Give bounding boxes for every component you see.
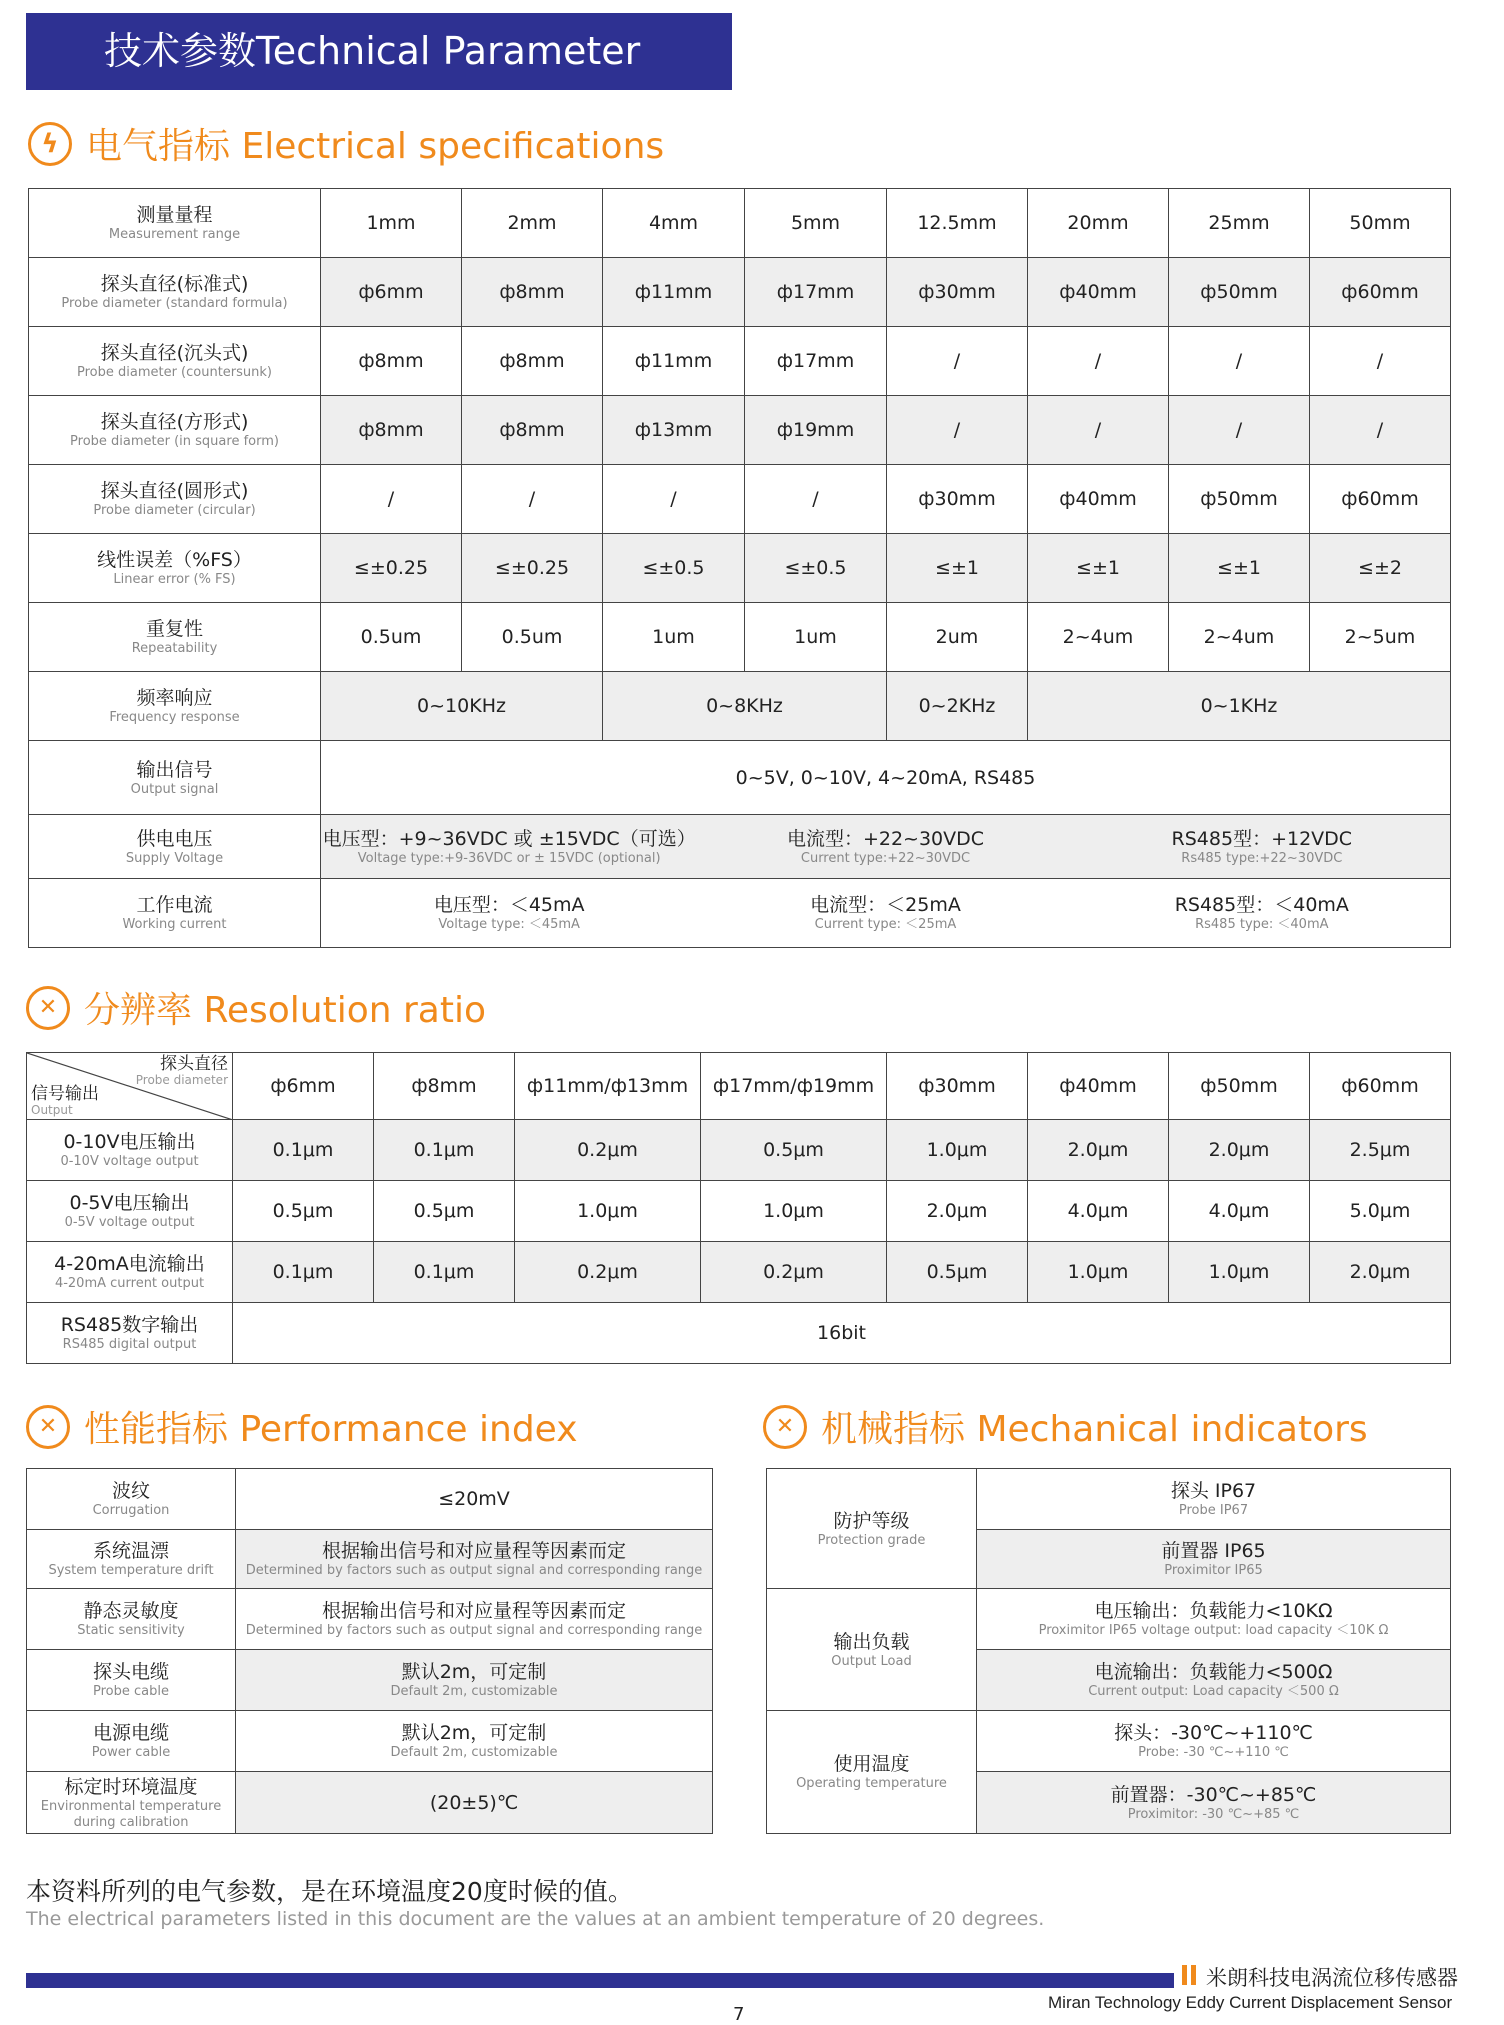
table-row [27, 1530, 713, 1589]
cell: / [745, 465, 887, 534]
cell: 0.2μm [515, 1120, 701, 1181]
table-row [27, 1242, 1451, 1303]
cell: 2.0μm [1028, 1120, 1169, 1181]
cell: / [887, 327, 1028, 396]
cell: 2.0μm [887, 1181, 1028, 1242]
cell: 1.0μm [1028, 1242, 1169, 1303]
cell: 2.0μm [1310, 1242, 1451, 1303]
cell: 前置器：-30℃~+85℃ Proximitor: -30 ℃~+85 ℃ [977, 1772, 1451, 1834]
footer-accent-mark [1182, 1965, 1187, 1985]
electrical-table [28, 188, 1451, 948]
cell: 0.1μm [374, 1242, 515, 1303]
row-label: 输出负载 Output Load [767, 1589, 977, 1711]
cell: 5mm [745, 189, 887, 258]
mechanical-section-title [763, 1401, 1368, 1452]
footer-accent-mark [1191, 1965, 1196, 1985]
row-label: 输出信号 Output signal [29, 741, 321, 815]
performance-title-text: 性能指标 Performance index [84, 1409, 578, 1450]
row-label: 探头电缆 Probe cable [27, 1650, 236, 1711]
cell: 根据输出信号和对应量程等因素而定 Determined by factors such as output signal and corresponding range [236, 1530, 713, 1589]
table-row [27, 1181, 1451, 1242]
cell: 1.0μm [887, 1120, 1028, 1181]
row-label: 探头直径(标准式) Probe diameter (standard formula) [29, 258, 321, 327]
resolution-section-title [26, 982, 486, 1033]
cell: 16bit [233, 1303, 1451, 1364]
cell: / [1310, 327, 1451, 396]
cell: ф50mm [1169, 258, 1310, 327]
table-row [27, 1303, 1451, 1364]
column-header: ф60mm [1310, 1053, 1451, 1120]
row-label: 0-10V电压输出 0-10V voltage output [27, 1120, 233, 1181]
column-header: ф30mm [887, 1053, 1028, 1120]
cell: 20mm [1028, 189, 1169, 258]
row-label: 工作电流 Working current [29, 879, 321, 948]
cell: 0.5μm [887, 1242, 1028, 1303]
cell: / [321, 465, 462, 534]
cell: 2mm [462, 189, 603, 258]
cell: 1.0μm [701, 1181, 887, 1242]
table-row [29, 189, 1451, 258]
table-row [29, 327, 1451, 396]
cell: 默认2m，可定制 Default 2m, customizable [236, 1650, 713, 1711]
table-row [29, 465, 1451, 534]
footer-brand-english: Miran Technology Eddy Current Displacement Sensor [1048, 1993, 1453, 2012]
cell: 前置器 IP65 Proximitor IP65 [977, 1530, 1451, 1589]
cell: 电压型：＜45mA Voltage type: ＜45mA 电流型：＜25mA Current type: ＜25mA RS485型：＜40mA Rs485 type: ＜40mA [321, 879, 1451, 948]
table-row [29, 815, 1451, 879]
cell: ф8mm [321, 396, 462, 465]
cell: 4mm [603, 189, 745, 258]
cell: 1.0μm [515, 1181, 701, 1242]
cell: 0~2KHz [887, 672, 1028, 741]
table-row [29, 396, 1451, 465]
cell: ф40mm [1028, 465, 1169, 534]
cell: ф17mm [745, 327, 887, 396]
cell: ф8mm [462, 258, 603, 327]
table-row [767, 1589, 1451, 1650]
cell: 4.0μm [1169, 1181, 1310, 1242]
table-row [27, 1711, 713, 1772]
table-row [29, 879, 1451, 948]
row-label: 测量量程 Measurement range [29, 189, 321, 258]
cell: 2~4um [1028, 603, 1169, 672]
row-label: 使用温度 Operating temperature [767, 1711, 977, 1834]
cell: 1mm [321, 189, 462, 258]
row-label: 0-5V电压输出 0-5V voltage output [27, 1181, 233, 1242]
cell: ф11mm [603, 327, 745, 396]
cell: ф50mm [1169, 465, 1310, 534]
cell: 0~8KHz [603, 672, 887, 741]
table-row [29, 534, 1451, 603]
cell: 2.5μm [1310, 1120, 1451, 1181]
row-label: 探头直径(沉头式) Probe diameter (countersunk) [29, 327, 321, 396]
cell: 探头：-30℃~+110℃ Probe: -30 ℃~+110 ℃ [977, 1711, 1451, 1772]
page-number: 7 [733, 2004, 745, 2025]
table-row [27, 1650, 713, 1711]
row-label: 防护等级 Protection grade [767, 1469, 977, 1589]
row-label: 电源电缆 Power cable [27, 1711, 236, 1772]
table-row [29, 672, 1451, 741]
row-label: 标定时环境温度 Environmental temperature during calibration [27, 1772, 236, 1834]
cell: 0.5um [321, 603, 462, 672]
table-row [27, 1772, 713, 1834]
column-header: ф40mm [1028, 1053, 1169, 1120]
cell: / [1169, 396, 1310, 465]
page-banner: 技术参数Technical Parameter [26, 13, 732, 90]
table-row [27, 1120, 1451, 1181]
cell: 0.5μm [701, 1120, 887, 1181]
cell: ф8mm [321, 327, 462, 396]
cell: ф40mm [1028, 258, 1169, 327]
cell: 2~4um [1169, 603, 1310, 672]
cell: 2um [887, 603, 1028, 672]
cell: 根据输出信号和对应量程等因素而定 Determined by factors such as output signal and corresponding range [236, 1589, 713, 1650]
table-row [767, 1711, 1451, 1772]
row-label: 探头直径(圆形式) Probe diameter (circular) [29, 465, 321, 534]
diagonal-header-cell: 探头直径 Probe diameter 信号输出 Output [27, 1053, 233, 1120]
cell: 电压输出：负载能力<10KΩ Proximitor IP65 voltage output: load capacity ＜10K Ω [977, 1589, 1451, 1650]
row-label: 系统温漂 System temperature drift [27, 1530, 236, 1589]
cell: 电流输出：负载能力<500Ω Current output: Load capacity ＜500 Ω [977, 1650, 1451, 1711]
table-row [767, 1469, 1451, 1530]
cell: 1um [603, 603, 745, 672]
tools-icon: ✕ [763, 1405, 807, 1449]
row-label: 重复性 Repeatability [29, 603, 321, 672]
cell: 12.5mm [887, 189, 1028, 258]
table-row [27, 1053, 1451, 1120]
row-label: RS485数字输出 RS485 digital output [27, 1303, 233, 1364]
cell: ≤±0.5 [745, 534, 887, 603]
cell: 1.0μm [1169, 1242, 1310, 1303]
lightning-icon: ϟ [28, 122, 72, 166]
cell: ф6mm [321, 258, 462, 327]
row-label: 供电电压 Supply Voltage [29, 815, 321, 879]
cell: 0~5V, 0~10V, 4~20mA, RS485 [321, 741, 1451, 815]
cell: / [1028, 327, 1169, 396]
column-header: ф8mm [374, 1053, 515, 1120]
cell: / [603, 465, 745, 534]
cell: ф8mm [462, 396, 603, 465]
cell: 电压型：+9~36VDC 或 ±15VDC（可选） Voltage type:+9-36VDC or ± 15VDC (optional) 电流型：+22~30VDC Current type:+22~30VDC RS485型：+12VDC Rs485 type:+22~30VDC [321, 815, 1451, 879]
footer-brand-chinese: 米朗科技电涡流位移传感器 [1206, 1966, 1458, 1990]
cell: ф30mm [887, 258, 1028, 327]
electrical-section-title [28, 118, 664, 169]
mechanical-table [766, 1468, 1451, 1834]
cell: 1um [745, 603, 887, 672]
cell: ф8mm [462, 327, 603, 396]
table-row [27, 1469, 713, 1530]
cell: ≤±1 [1169, 534, 1310, 603]
resolution-title-text: 分辨率 Resolution ratio [84, 990, 486, 1031]
column-header: ф11mm/ф13mm [515, 1053, 701, 1120]
cell: ≤±2 [1310, 534, 1451, 603]
cell: 5.0μm [1310, 1181, 1451, 1242]
row-label: 4-20mA电流输出 4-20mA current output [27, 1242, 233, 1303]
cell: 0.5μm [233, 1181, 374, 1242]
cell: 默认2m，可定制 Default 2m, customizable [236, 1711, 713, 1772]
tools-icon: ✕ [26, 1405, 70, 1449]
performance-table [26, 1468, 713, 1834]
cell: 50mm [1310, 189, 1451, 258]
cell: 4.0μm [1028, 1181, 1169, 1242]
footer-bar [26, 1973, 1174, 1988]
row-label: 线性误差（%FS） Linear error (% FS) [29, 534, 321, 603]
cell: ≤±0.25 [321, 534, 462, 603]
cell: ф17mm [745, 258, 887, 327]
cell: ≤20mV [236, 1469, 713, 1530]
cell: 0~10KHz [321, 672, 603, 741]
table-row [27, 1589, 713, 1650]
cell: 25mm [1169, 189, 1310, 258]
resolution-table [26, 1052, 1451, 1364]
column-header: ф6mm [233, 1053, 374, 1120]
table-row [29, 258, 1451, 327]
cell: ф13mm [603, 396, 745, 465]
cell: ф19mm [745, 396, 887, 465]
cell: 0~1KHz [1028, 672, 1451, 741]
note-chinese: 本资料所列的电气参数，是在环境温度20度时候的值。 [26, 1877, 633, 1906]
cell: / [1028, 396, 1169, 465]
row-label: 探头直径(方形式) Probe diameter (in square form) [29, 396, 321, 465]
column-header: ф50mm [1169, 1053, 1310, 1120]
cell: ≤±0.25 [462, 534, 603, 603]
cell: 探头 IP67 Probe IP67 [977, 1469, 1451, 1530]
row-label: 频率响应 Frequency response [29, 672, 321, 741]
cell: / [1310, 396, 1451, 465]
cell: / [1169, 327, 1310, 396]
performance-section-title [26, 1401, 578, 1452]
cell: 0.1μm [233, 1242, 374, 1303]
cell: ф60mm [1310, 465, 1451, 534]
cell: 0.1μm [374, 1120, 515, 1181]
cell: 2~5um [1310, 603, 1451, 672]
column-header: ф17mm/ф19mm [701, 1053, 887, 1120]
table-row [29, 741, 1451, 815]
cell: 0.2μm [701, 1242, 887, 1303]
cell: / [462, 465, 603, 534]
cell: ≤±1 [887, 534, 1028, 603]
note-english: The electrical parameters listed in this document are the values at an ambient temperature of 20 degrees. [26, 1908, 1045, 1930]
cell: 0.5μm [374, 1181, 515, 1242]
row-label: 波纹 Corrugation [27, 1469, 236, 1530]
tools-icon: ✕ [26, 986, 70, 1030]
cell: ≤±0.5 [603, 534, 745, 603]
cell: 0.2μm [515, 1242, 701, 1303]
electrical-title-text: 电气指标 Electrical specifications [86, 126, 665, 167]
cell: ф30mm [887, 465, 1028, 534]
mechanical-title-text: 机械指标 Mechanical indicators [821, 1409, 1368, 1450]
cell: / [887, 396, 1028, 465]
cell: (20±5)℃ [236, 1772, 713, 1834]
cell: ф60mm [1310, 258, 1451, 327]
cell: 0.1μm [233, 1120, 374, 1181]
table-row [29, 603, 1451, 672]
row-label: 静态灵敏度 Static sensitivity [27, 1589, 236, 1650]
cell: 2.0μm [1169, 1120, 1310, 1181]
cell: ф11mm [603, 258, 745, 327]
cell: ≤±1 [1028, 534, 1169, 603]
cell: 0.5um [462, 603, 603, 672]
